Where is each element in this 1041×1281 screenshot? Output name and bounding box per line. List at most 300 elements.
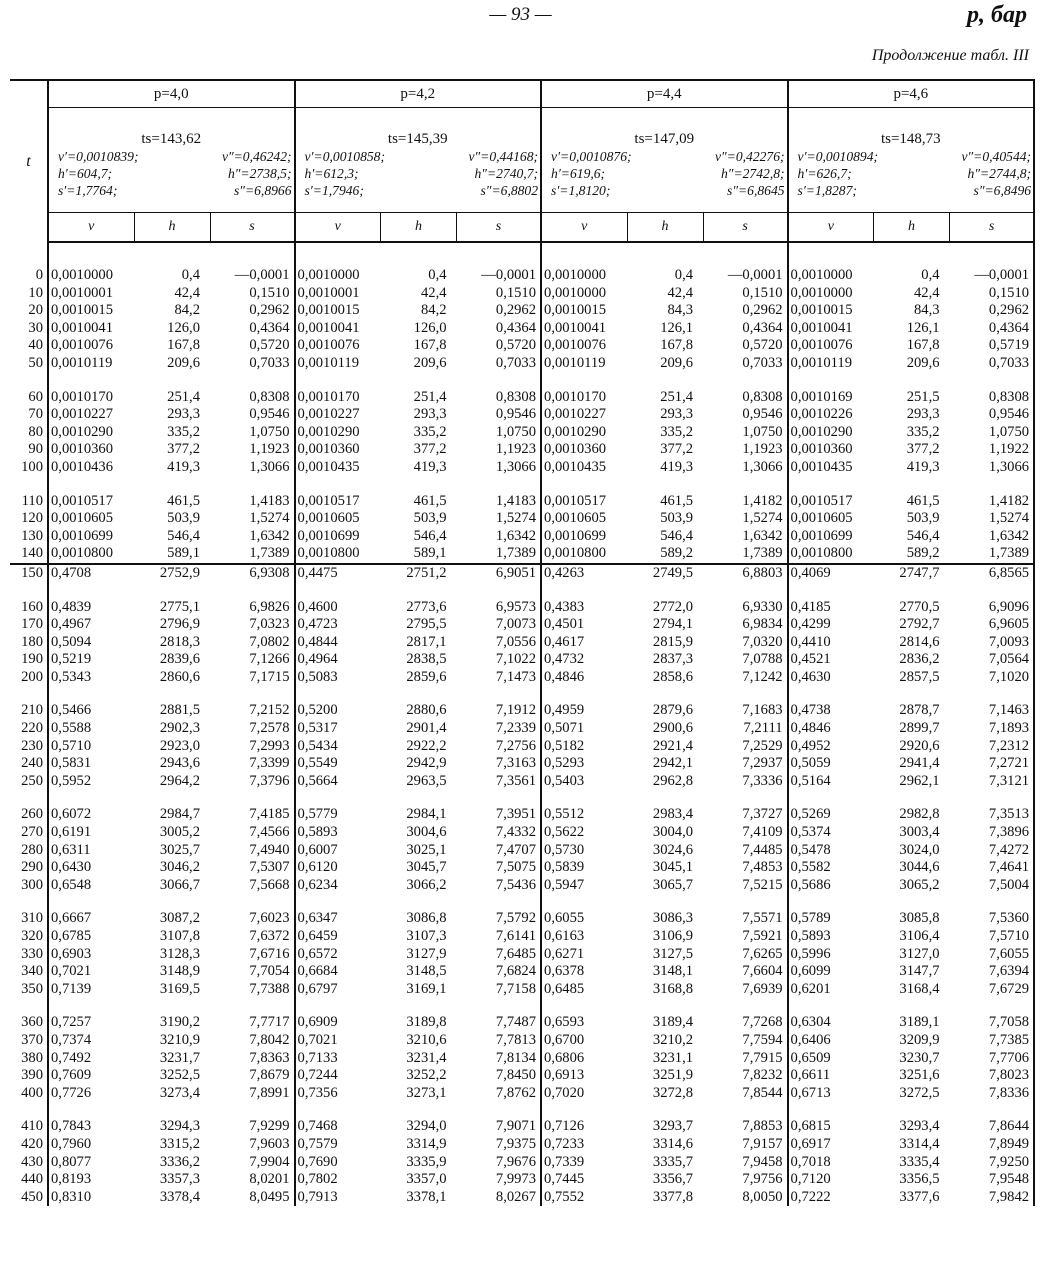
- spacer-cell: [10, 373, 48, 389]
- specific-volume-cell: 0,5947: [544, 876, 585, 893]
- entropy-cell: 7,5215: [703, 877, 788, 895]
- entropy-cell: 6,9096: [950, 599, 1035, 617]
- temperature-cell: 380: [10, 1050, 48, 1068]
- entropy-cell: 7,5436: [457, 877, 542, 895]
- specific-volume-cell: 0,0010000: [544, 284, 607, 301]
- entropy-cell: 7,6939: [703, 981, 788, 999]
- specific-volume-cell: 0,4846: [544, 668, 585, 685]
- enthalpy-cell: 3252,5: [159, 1067, 200, 1084]
- temperature-cell: 420: [10, 1136, 48, 1154]
- enthalpy-cell: 419,3: [413, 458, 447, 475]
- spacer-cell: [295, 373, 381, 389]
- spacer-cell: [788, 373, 874, 389]
- table-row: [10, 302, 1034, 320]
- temperature-cell: 70: [10, 406, 48, 424]
- enthalpy-cell: 2860,6: [159, 668, 200, 685]
- column-header-h: h: [134, 213, 210, 243]
- specific-volume-cell: 0,5549: [297, 755, 338, 772]
- enthalpy-cell: 3189,1: [899, 1014, 940, 1031]
- specific-volume-cell: 0,5071: [544, 720, 585, 737]
- specific-volume-cell: 0,4732: [544, 651, 585, 668]
- specific-volume-cell: 0,0010015: [51, 302, 114, 319]
- entropy-cell: 0,5720: [457, 337, 542, 355]
- enthalpy-cell: 589,2: [660, 545, 694, 562]
- spacer-cell: [541, 1102, 627, 1118]
- enthalpy-cell: 293,3: [413, 406, 447, 423]
- spacer-cell: [457, 373, 542, 389]
- enthalpy-cell: 42,4: [914, 284, 940, 301]
- specific-volume-cell: 0,0010000: [790, 267, 853, 283]
- enthalpy-cell: 3065,7: [652, 876, 694, 893]
- entropy-cell: 0,1510: [210, 285, 295, 303]
- specific-volume-cell: 0,6072: [51, 806, 92, 823]
- saturation-properties: [295, 148, 542, 213]
- pressure-header-row: [10, 80, 1034, 108]
- entropy-cell: 0,8308: [950, 389, 1035, 407]
- spacer-cell: [627, 686, 703, 702]
- entropy-cell: 1,0750: [950, 424, 1035, 442]
- enthalpy-cell: 3377,6: [899, 1188, 940, 1205]
- specific-volume-cell: 0,5434: [297, 737, 338, 754]
- spacer-cell: [381, 1102, 457, 1118]
- enthalpy-cell: 589,1: [413, 545, 447, 562]
- temperature-cell: 60: [10, 389, 48, 407]
- entropy-cell: 7,3561: [457, 773, 542, 791]
- spacer-cell: [874, 242, 950, 267]
- spacer-cell: [134, 477, 210, 493]
- temperature-cell: 340: [10, 963, 48, 981]
- specific-volume-cell: 0,4410: [790, 633, 831, 650]
- specific-volume-cell: 0,0010076: [297, 337, 360, 354]
- table-row: [10, 1014, 1034, 1032]
- entropy-cell: 1,3066: [210, 459, 295, 477]
- specific-volume-cell: 0,0010605: [544, 510, 607, 527]
- enthalpy-cell: 42,4: [420, 284, 447, 301]
- spacer-cell: [134, 242, 210, 267]
- enthalpy-cell: 461,5: [413, 492, 447, 509]
- specific-volume-cell: 0,7339: [544, 1153, 585, 1170]
- enthalpy-cell: 3294,3: [159, 1118, 200, 1135]
- table-row: [10, 1032, 1034, 1050]
- specific-volume-cell: 0,5164: [790, 772, 831, 789]
- spacer-cell: [541, 998, 627, 1014]
- row-spacer: [10, 1102, 1034, 1118]
- specific-volume-cell: 0,5779: [297, 806, 338, 823]
- entropy-cell: 7,7268: [703, 1014, 788, 1032]
- enthalpy-cell: 167,8: [906, 337, 940, 354]
- specific-volume-cell: 0,5996: [790, 945, 831, 962]
- enthalpy-cell: 84,2: [174, 302, 200, 319]
- entropy-cell: 7,6729: [950, 981, 1035, 999]
- table-row: [10, 1067, 1034, 1085]
- temperature-cell: 20: [10, 302, 48, 320]
- enthalpy-cell: 2838,5: [406, 651, 447, 668]
- spacer-cell: [950, 998, 1035, 1014]
- enthalpy-cell: 3024,0: [899, 841, 940, 858]
- entropy-cell: 7,9904: [210, 1154, 295, 1172]
- specific-volume-cell: 0,4964: [297, 651, 338, 668]
- specific-volume-cell: 0,5317: [297, 720, 338, 737]
- specific-volume-cell: 0,4475: [295, 564, 381, 583]
- spacer-cell: [788, 242, 874, 267]
- column-header-s: s: [457, 213, 542, 243]
- enthalpy-cell: 419,3: [167, 458, 200, 475]
- enthalpy-cell: 2815,9: [652, 633, 694, 650]
- temperature-cell: 30: [10, 320, 48, 338]
- enthalpy-cell: 419,3: [906, 458, 940, 475]
- entropy-cell: 7,3951: [457, 806, 542, 824]
- specific-volume-cell: 0,5710: [51, 737, 92, 754]
- enthalpy-cell: 3107,8: [159, 928, 200, 944]
- spacer-cell: [703, 242, 788, 267]
- entropy-cell: 0,1510: [457, 285, 542, 303]
- specific-volume-cell: 0,0010800: [297, 545, 360, 562]
- entropy-cell: 1,0750: [210, 424, 295, 442]
- table-row: [10, 459, 1034, 477]
- enthalpy-cell: 377,2: [167, 441, 200, 458]
- specific-volume-cell: 0,6311: [51, 841, 91, 858]
- specific-volume-cell: 0,7609: [51, 1067, 92, 1084]
- spacer-cell: [874, 790, 950, 806]
- spacer-cell: [627, 583, 703, 599]
- specific-volume-cell: 0,6430: [51, 859, 92, 876]
- spacer-cell: [541, 894, 627, 910]
- specific-volume-cell: 0,5512: [544, 806, 585, 823]
- enthalpy-cell: 3272,8: [652, 1084, 694, 1101]
- temperature-cell: 220: [10, 720, 48, 738]
- enthalpy-cell: 3189,8: [406, 1014, 447, 1031]
- specific-volume-cell: 0,7802: [297, 1171, 338, 1188]
- specific-volume-cell: 0,5403: [544, 772, 585, 789]
- enthalpy-cell: 2923,0: [159, 737, 200, 754]
- entropy-cell: 6,9834: [703, 616, 788, 634]
- specific-volume-cell: 0,6201: [790, 980, 831, 997]
- entropy-cell: 7,5075: [457, 859, 542, 877]
- specific-volume-cell: 0,0010015: [544, 302, 607, 319]
- entropy-cell: 7,5668: [210, 877, 295, 895]
- entropy-cell: 0,7033: [210, 355, 295, 373]
- entropy-cell: 1,4182: [703, 493, 788, 511]
- specific-volume-cell: 0,4263: [541, 564, 627, 583]
- specific-volume-cell: 0,6347: [297, 910, 338, 927]
- row-spacer: [10, 790, 1034, 806]
- v-double-prime: v″=0,40544;: [961, 149, 1032, 164]
- entropy-cell: 0,7033: [703, 355, 788, 373]
- specific-volume-cell: 0,4185: [790, 598, 831, 615]
- entropy-cell: 7,7158: [457, 981, 542, 999]
- entropy-cell: 1,7389: [950, 545, 1035, 564]
- entropy-cell: 7,1020: [950, 669, 1035, 687]
- entropy-cell: 0,9546: [703, 406, 788, 424]
- temperature-cell: 50: [10, 355, 48, 373]
- spacer-cell: [950, 477, 1035, 493]
- specific-volume-cell: 0,4069: [788, 564, 874, 583]
- entropy-cell: —0,0001: [950, 267, 1035, 285]
- temperature-cell: 240: [10, 755, 48, 773]
- specific-volume-cell: 0,0010605: [790, 510, 853, 527]
- enthalpy-cell: 546,4: [906, 527, 940, 544]
- spacer-cell: [210, 686, 295, 702]
- enthalpy-cell: 3210,9: [159, 1031, 200, 1048]
- specific-volume-cell: 0,5083: [297, 668, 338, 685]
- entropy-cell: 0,8308: [457, 389, 542, 407]
- column-header-v: v: [788, 213, 874, 243]
- enthalpy-cell: 3066,7: [159, 876, 200, 893]
- spacer-cell: [210, 242, 295, 267]
- enthalpy-cell: 503,9: [906, 510, 940, 527]
- entropy-cell: 7,9676: [457, 1154, 542, 1172]
- enthalpy-cell: 3335,7: [652, 1153, 694, 1170]
- enthalpy-cell: 3273,4: [159, 1084, 200, 1101]
- temperature-cell: 330: [10, 946, 48, 964]
- entropy-cell: 0,5720: [703, 337, 788, 355]
- table-row: [10, 1154, 1034, 1172]
- entropy-cell: 0,7033: [457, 355, 542, 373]
- spacer-cell: [381, 894, 457, 910]
- enthalpy-cell: 3085,8: [899, 910, 940, 927]
- spacer-cell: [703, 998, 788, 1014]
- table-row: [10, 738, 1034, 756]
- entropy-cell: 7,7813: [457, 1032, 542, 1050]
- specific-volume-cell: 0,0010227: [51, 406, 114, 423]
- entropy-cell: 0,4364: [457, 320, 542, 338]
- specific-volume-cell: 0,6611: [790, 1067, 831, 1084]
- enthalpy-cell: 3087,2: [159, 910, 200, 927]
- specific-volume-cell: 0,8193: [51, 1171, 92, 1188]
- table-row: [10, 545, 1034, 564]
- spacer-cell: [541, 686, 627, 702]
- entropy-cell: 7,8134: [457, 1050, 542, 1068]
- specific-volume-cell: 0,4383: [544, 598, 585, 615]
- entropy-cell: 7,4332: [457, 824, 542, 842]
- entropy-cell: 1,7389: [210, 545, 295, 564]
- enthalpy-cell: 3127,9: [406, 945, 447, 962]
- entropy-cell: —0,0001: [457, 267, 542, 285]
- h-prime: h′=626,7;: [797, 166, 852, 181]
- specific-volume-cell: 0,6304: [790, 1014, 831, 1031]
- enthalpy-cell: 335,2: [167, 423, 200, 440]
- specific-volume-cell: 0,6593: [544, 1014, 585, 1031]
- temperature-cell: 250: [10, 773, 48, 791]
- temperature-cell: 260: [10, 806, 48, 824]
- specific-volume-cell: 0,6700: [544, 1031, 585, 1048]
- specific-volume-cell: 0,6913: [544, 1067, 585, 1084]
- specific-volume-cell: 0,5343: [51, 668, 92, 685]
- entropy-cell: 1,4182: [950, 493, 1035, 511]
- saturation-properties: [541, 148, 788, 213]
- column-header-h: h: [627, 213, 703, 243]
- enthalpy-cell: 3024,6: [652, 841, 694, 858]
- specific-volume-cell: 0,4600: [297, 598, 338, 615]
- enthalpy-cell: 2982,8: [899, 806, 940, 823]
- specific-volume-cell: 0,0010000: [790, 284, 853, 301]
- enthalpy-cell: 3251,9: [652, 1067, 694, 1084]
- entropy-cell: 1,5274: [950, 510, 1035, 528]
- entropy-cell: 0,4364: [950, 320, 1035, 338]
- enthalpy-cell: 2752,9: [134, 564, 210, 583]
- enthalpy-cell: 2962,8: [652, 772, 694, 789]
- enthalpy-cell: 3128,3: [159, 945, 200, 962]
- entropy-cell: 7,7487: [457, 1014, 542, 1032]
- entropy-cell: 7,3336: [703, 773, 788, 791]
- entropy-cell: 7,4566: [210, 824, 295, 842]
- enthalpy-cell: 461,5: [906, 492, 940, 509]
- temperature-cell: 10: [10, 285, 48, 303]
- v-prime: v′=0,0010876;: [551, 149, 632, 164]
- saturation-properties: [788, 148, 1035, 213]
- entropy-cell: 7,8336: [950, 1085, 1035, 1103]
- entropy-cell: 7,6604: [703, 963, 788, 981]
- table-row: [10, 389, 1034, 407]
- specific-volume-cell: 0,4952: [790, 737, 831, 754]
- spacer-cell: [627, 790, 703, 806]
- specific-volume-cell: 0,8310: [51, 1188, 92, 1205]
- enthalpy-cell: 251,4: [413, 388, 447, 405]
- entropy-cell: 1,5274: [703, 510, 788, 528]
- spacer-cell: [788, 1102, 874, 1118]
- entropy-cell: 1,1922: [950, 441, 1035, 459]
- entropy-cell: 7,4940: [210, 842, 295, 860]
- row-spacer: [10, 894, 1034, 910]
- specific-volume-cell: 0,5831: [51, 755, 92, 772]
- entropy-cell: 7,1242: [703, 669, 788, 687]
- specific-volume-cell: 0,6378: [544, 963, 585, 980]
- saturation-properties-row: [10, 148, 1034, 213]
- entropy-cell: 8,0495: [210, 1189, 295, 1207]
- specific-volume-cell: 0,5293: [544, 755, 585, 772]
- entropy-cell: 7,0073: [457, 616, 542, 634]
- specific-volume-cell: 0,6509: [790, 1049, 831, 1066]
- entropy-cell: 7,7594: [703, 1032, 788, 1050]
- specific-volume-cell: 0,0010015: [790, 302, 853, 319]
- row-spacer: [10, 373, 1034, 389]
- enthalpy-cell: 546,4: [413, 527, 447, 544]
- table-row: [10, 877, 1034, 895]
- spacer-cell: [295, 894, 381, 910]
- enthalpy-cell: 377,2: [660, 441, 694, 458]
- s-double-prime: s″=6,8645: [727, 183, 785, 198]
- entropy-cell: 7,0788: [703, 651, 788, 669]
- entropy-cell: 6,9826: [210, 599, 295, 617]
- entropy-cell: 1,7389: [703, 545, 788, 564]
- table-row: [10, 651, 1034, 669]
- enthalpy-cell: 251,5: [906, 388, 940, 405]
- temperature-cell: 360: [10, 1014, 48, 1032]
- spacer-cell: [457, 894, 542, 910]
- entropy-cell: 7,1022: [457, 651, 542, 669]
- enthalpy-cell: 209,6: [413, 354, 447, 371]
- enthalpy-cell: 3004,6: [406, 824, 447, 841]
- enthalpy-cell: 377,2: [413, 441, 447, 458]
- specific-volume-cell: 0,4617: [544, 633, 585, 650]
- enthalpy-cell: 3315,2: [159, 1135, 200, 1152]
- enthalpy-cell: 3005,2: [159, 824, 200, 841]
- entropy-cell: 7,8042: [210, 1032, 295, 1050]
- enthalpy-cell: 3045,7: [406, 859, 447, 876]
- spacer-cell: [788, 998, 874, 1014]
- entropy-cell: 7,9157: [703, 1136, 788, 1154]
- specific-volume-cell: 0,6055: [544, 910, 585, 927]
- enthalpy-cell: 3148,9: [159, 963, 200, 980]
- spacer-cell: [950, 242, 1035, 267]
- table-row: [10, 528, 1034, 546]
- entropy-cell: 0,4364: [703, 320, 788, 338]
- specific-volume-cell: 0,0010001: [297, 284, 360, 301]
- spacer-cell: [874, 477, 950, 493]
- enthalpy-cell: 335,2: [660, 423, 694, 440]
- temperature-cell: 130: [10, 528, 48, 546]
- enthalpy-cell: 0,4: [428, 267, 447, 283]
- specific-volume-cell: 0,0010000: [544, 267, 607, 283]
- entropy-cell: 0,1510: [950, 285, 1035, 303]
- enthalpy-cell: 2818,3: [159, 633, 200, 650]
- temperature-cell: 140: [10, 545, 48, 564]
- enthalpy-cell: 3147,7: [899, 963, 940, 980]
- specific-volume-cell: 0,4738: [790, 702, 831, 719]
- specific-volume-cell: 0,7222: [790, 1188, 831, 1205]
- spacer-cell: [703, 1102, 788, 1118]
- entropy-cell: 0,1510: [703, 285, 788, 303]
- enthalpy-cell: 3044,6: [899, 859, 940, 876]
- entropy-cell: 7,1893: [950, 720, 1035, 738]
- spacer-cell: [48, 790, 134, 806]
- entropy-cell: —0,0001: [210, 267, 295, 285]
- table-row: [10, 702, 1034, 720]
- enthalpy-cell: 335,2: [906, 423, 940, 440]
- specific-volume-cell: 0,5664: [297, 772, 338, 789]
- specific-volume-cell: 0,0010041: [544, 319, 607, 336]
- entropy-cell: 7,0323: [210, 616, 295, 634]
- specific-volume-cell: 0,4967: [51, 616, 92, 633]
- specific-volume-cell: 0,6785: [51, 928, 92, 944]
- enthalpy-cell: 3293,7: [652, 1118, 694, 1135]
- entropy-cell: 7,7717: [210, 1014, 295, 1032]
- enthalpy-cell: 3314,4: [899, 1135, 940, 1152]
- entropy-cell: 7,8762: [457, 1085, 542, 1103]
- table-row: [10, 564, 1034, 583]
- enthalpy-cell: 2941,4: [899, 755, 940, 772]
- specific-volume-cell: 0,5582: [790, 859, 831, 876]
- spacer-cell: [10, 790, 48, 806]
- enthalpy-cell: 3086,8: [406, 910, 447, 927]
- column-header-s: s: [703, 213, 788, 243]
- saturation-temperature: ts=147,09: [541, 108, 788, 149]
- entropy-cell: 6,8565: [950, 564, 1035, 583]
- enthalpy-cell: 2751,2: [381, 564, 457, 583]
- table-row: [10, 859, 1034, 877]
- specific-volume-cell: 0,5059: [790, 755, 831, 772]
- table-row: [10, 1050, 1034, 1068]
- spacer-cell: [381, 686, 457, 702]
- spacer-cell: [10, 242, 48, 267]
- enthalpy-cell: 3107,3: [406, 928, 447, 944]
- table-row: [10, 493, 1034, 511]
- entropy-cell: 7,8023: [950, 1067, 1035, 1085]
- spacer-cell: [874, 1102, 950, 1118]
- s-prime: s′=1,8120;: [551, 183, 611, 198]
- enthalpy-cell: 2858,6: [652, 668, 694, 685]
- enthalpy-cell: 0,4: [181, 267, 200, 283]
- row-spacer: [10, 686, 1034, 702]
- enthalpy-cell: 3356,7: [652, 1171, 694, 1188]
- entropy-cell: 1,5274: [457, 510, 542, 528]
- specific-volume-cell: 0,0010517: [790, 492, 853, 509]
- specific-volume-cell: 0,5893: [297, 824, 338, 841]
- entropy-cell: 7,4707: [457, 842, 542, 860]
- enthalpy-cell: 3335,9: [406, 1153, 447, 1170]
- spacer-cell: [10, 686, 48, 702]
- row-spacer: [10, 242, 1034, 267]
